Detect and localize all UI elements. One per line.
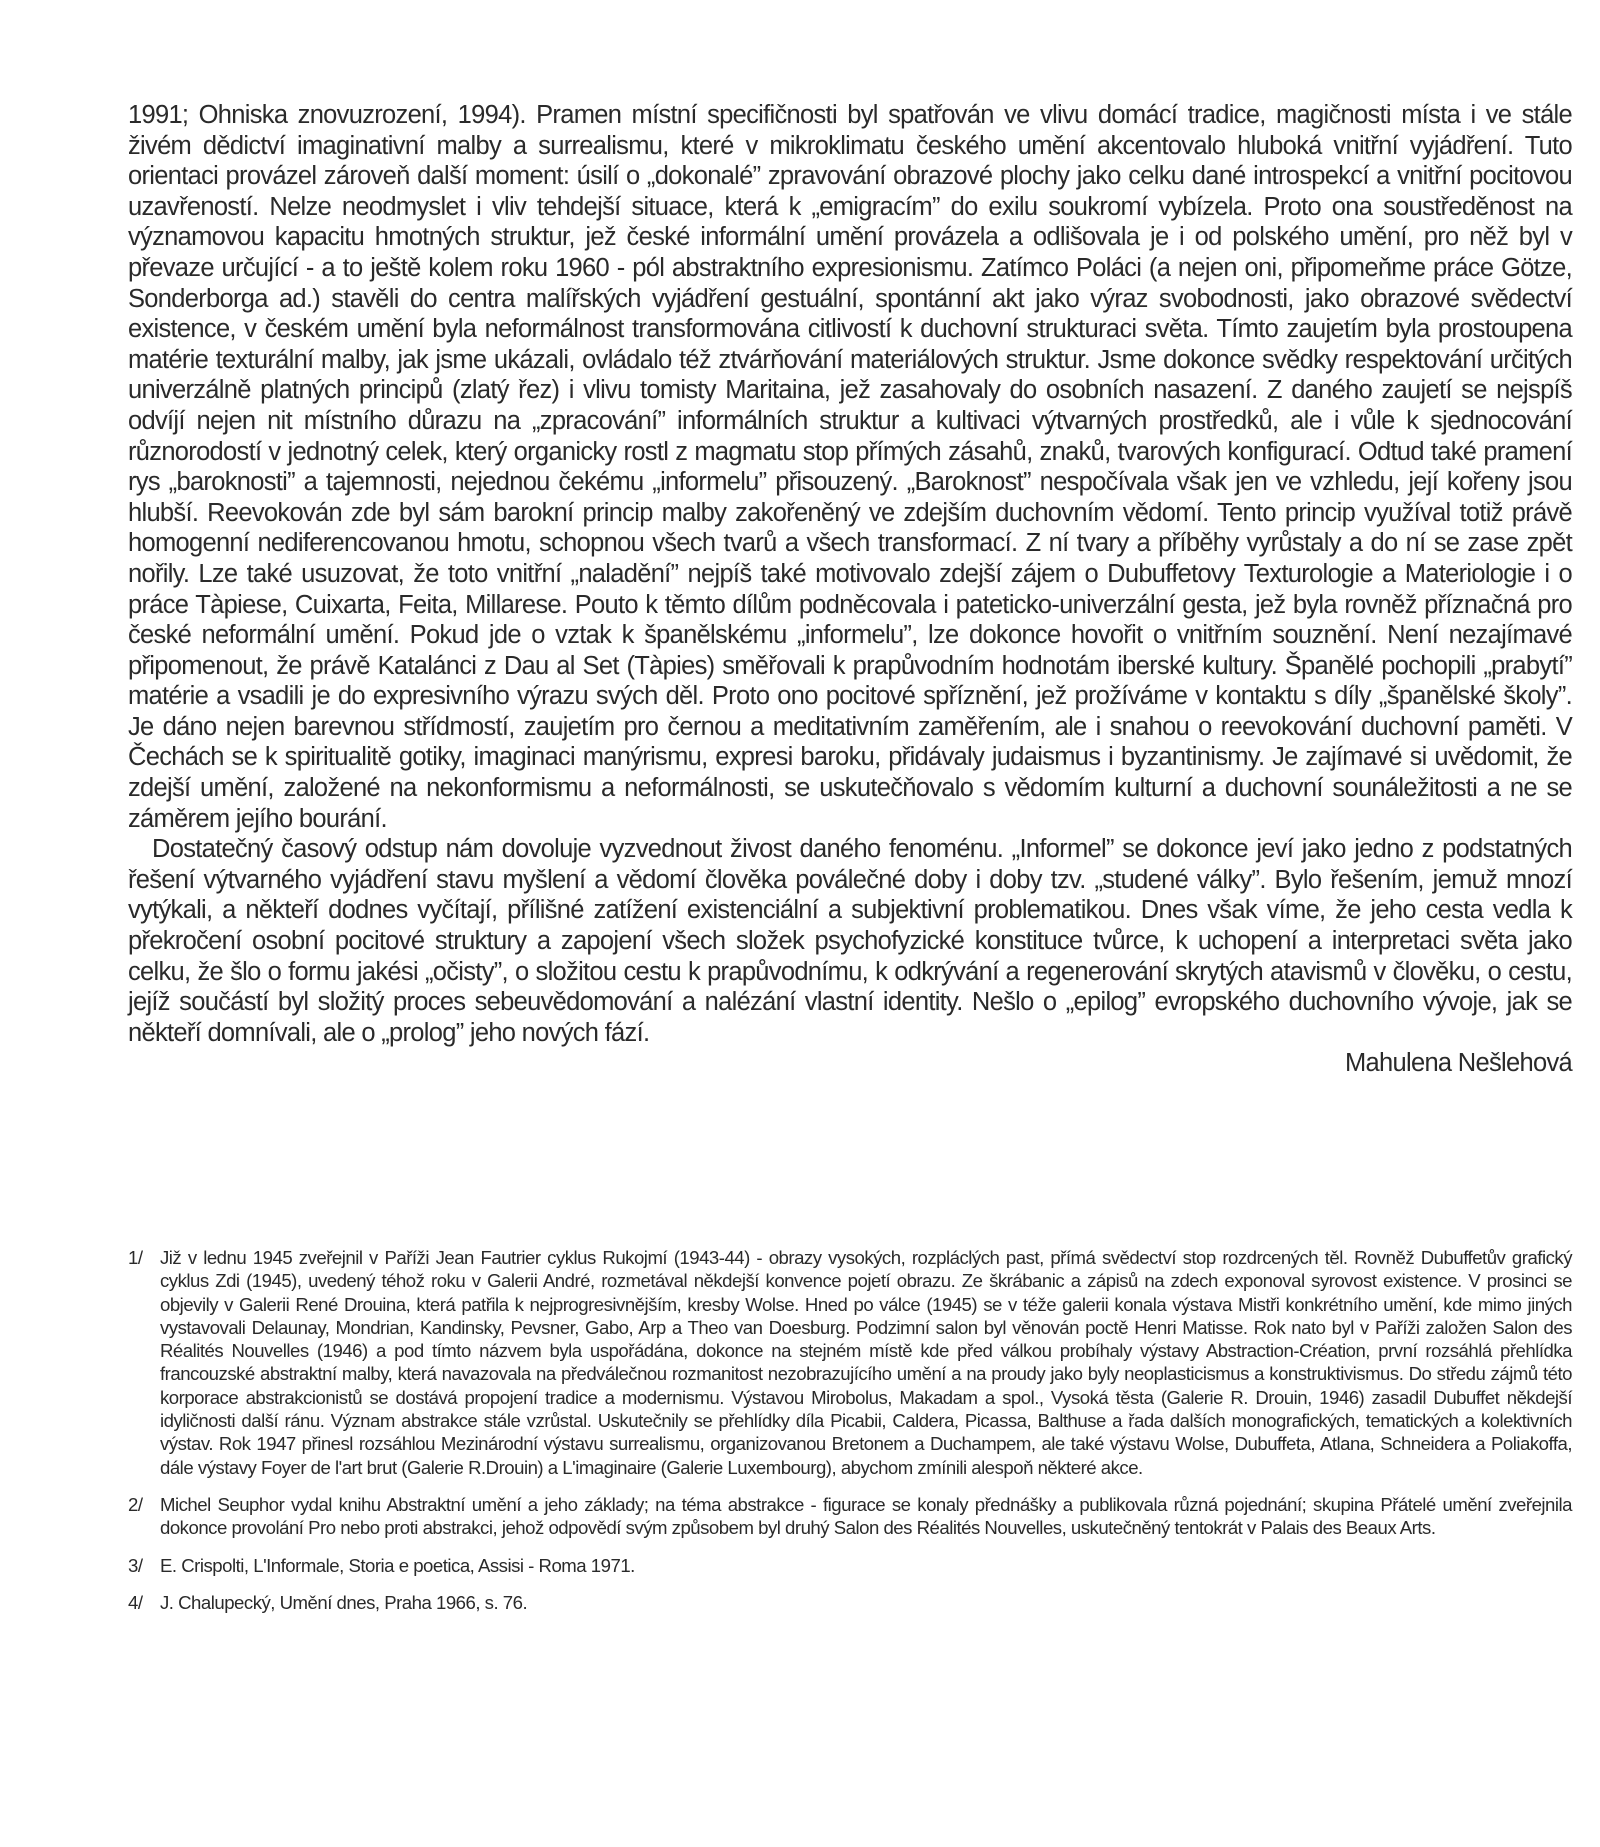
footnote-text: Michel Seuphor vydal knihu Abstraktní umění a jeho základy; na téma abstrakce - figurace se konaly přednášky a publikovala různá pojednání; skupina Přátelé umění zveřejnila dokonce provolání Pro nebo proti abstrakci, jehož odpovědí svým způsobem byl druhý Salon des Réalités Nouvelles, uskutečněný tentokrát v Palais des Beaux Arts. xyxy=(160,1493,1572,1539)
paragraph: 1991; Ohniska znovuzrození, 1994). Pramen místní specifičnosti byl spatřován ve vlivu domácí tradice, magičnosti místa i ve stále živém dědictví imaginativní malby a surrealismu, které v mikroklimatu českého umění akcentovalo hluboká vnitřní vyjádření. Tuto orientaci provázel zároveň další moment: úsilí o „dokonalé” zpravování obrazové plochy jako celku dané introspekcí a vnitřní pocitovou uzavřeností. Nelze neodmyslet i vliv tehdejší situace, která k „emigracím” do exilu soukromí vybízela. Proto ona soustředěnost na významovou kapacitu hmotných struktur, jež české informální umění provázela a odlišovala je i od polského umění, pro něž byl v převaze určující - a to ještě kolem roku 1960 - pól abstraktního expresionismu. Zatímco Poláci (a nejen oni, připomeňme práce Götze, Sonderborga ad.) stavěli do centra malířských vyjádření gestuální, spontánní akt jako výraz svobodnosti, jako obrazové svědectví existence, v českém umění byla neformálnost transformována citlivostí k duchovní strukturaci světa. Tímto zaujetím byla prostoupena matérie texturální malby, jak jsme ukázali, ovládalo též ztvárňování materiálových struktur. Jsme dokonce svědky respektování určitých univerzálně platných principů (zlatý řez) i vlivu tomisty Maritaina, jež zasahovaly do osobních nasazení. Z daného zaujetí se nejspíš odvíjí nejen nit místního důrazu na „zpracování” informálních struktur a kultivaci výtvarných prostředků, ale i vůle k sjednocování různorodostí v jednotný celek, který organicky rostl z magmatu stop přímých zásahů, znaků, tvarových konfigurací. Odtud také pramení rys „baroknosti” a tajemnosti, nejednou čekému „informelu” přisouzený. „Baroknost” nespočívala však jen ve vzhledu, její kořeny jsou hlubší. Reevokován zde byl sám barokní princip malby zakořeněný ve zdejším duchovním vědomí. Tento princip využíval totiž právě homogenní nediferencovanou hmotu, schopnou všech tvarů a všech transformací. Z ní tvary a příběhy vyrůstaly a do ní se zase zpět nořily. Lze také usuzovat, že toto vnitřní „naladění” nejpíš také motivovalo zdejší zájem o Dubuffetovy Texturologie a Materiologie i o práce Tàpiese, Cuixarta, Feita, Millarese. Pouto k těmto dílům podněcovala i patetickо-univerzální gesta, jež byla rovněž příznačná pro české neformální umění. Pokud jde o vztak k španělskému „informelu”, lze dokonce hovořit o vnitřním souznění. Není nezajímavé připomenout, že právě Katalánci z Dau al Set (Tàpies) směřovali k prapůvodním hodnotám iberské kultury. Španělé pochopili „prabytí” matérie a vsadili je do expresivního výrazu svých děl. Proto ono pocitové spříznění, jež prožíváme v kontaktu s díly „španělské školy”. Je dáno nejen barevnou střídmostí, zaujetím pro černou a meditativním zaměřením, ale i snahou o reevokování duchovní paměti. V Čechách se k spiritualitě gotiky, imaginaci manýrismu, expresi baroku, přidávaly judaismus i byzantinismy. Je zajímavé si uvědomit, že zdejší umění, založené na nekonformismu a neformálnosti, se uskutečňovalo s vědomím kulturní a duchovní sounáležitosti a ne se záměrem jejího bourání. xyxy=(128,101,1572,833)
author-signature: Mahulena Nešlehová xyxy=(1345,1049,1572,1078)
footnote-text: J. Chalupecký, Umění dnes, Praha 1966, s. 76. xyxy=(160,1591,528,1613)
footnote-number: 1/ xyxy=(128,1247,143,1268)
footnote xyxy=(128,1554,1572,1577)
footnote-number: 4/ xyxy=(128,1591,143,1613)
footnotes xyxy=(128,1246,1572,1628)
paragraph: Dostatečný časový odstup nám dovoluje vyzvednout živost daného fenoménu. „Informel” se dokonce jeví jako jedno z podstatných řešení výtvarného vyjádření stavu myšlení a vědomí člověka poválečné doby i doby tzv. „studené války”. Bylo řešením, jemuž mnozí vytýkali, a někteří dodnes vyčítají, přílišné zatížení existenciální a subjektivní problematikou. Dnes však víme, že jeho cesta vedla k překročení osobní pocitové struktury a zapojení všech složek psychofyzické konstituce tvůrce, k uchopení a interpretaci světa jako celku, že šlo o formu jakési „očisty”, o složitou cestu k prapůvodnímu, k odkrývání a regenerování skrytých atavismů v člověku, o cestu, jejíž součástí byl složitý proces sebeuvědomování a nalézání vlastní identity. Nešlo o „epilog” evropského duchovního vývoje, jak se někteří domnívali, ale o „prolog” jeho nových fází. xyxy=(128,835,1572,1047)
footnote-text: Již v lednu 1945 zveřejnil v Paříži Jean Fautrier cyklus Rukojmí (1943-44) - obrazy vysokých, rozpláclých past, přímá svědectví stop rozdrcených těl. Rovněž Dubuffetův grafický cyklus Zdi (1945), uvedený téhož roku v Galerii André, rozmetával někdejší konvence pojetí obrazu. Ze škrábanic a zápisů na zdech exponoval syrovost existence. V prosinci se objevily v Galerii René Drouina, která patřila k nejprogresivnějším, kresby Wolse. Hned po válce (1945) se v téže galerii konala výstava Mistři konkrétního umění, kde mimo jiných vystavovali Delaunay, Mondrian, Kandinsky, Pevsner, Gabo, Arp a Theo van Doesburg. Podzimní salon byl věnován poctě Henri Matisse. Rok nato byl v Paříži založen Salon des Réalités Nouvelles (1946) a pod tímto názvem byla uspořádána, dokonce na stejném místě kde před válkou probíhaly výstavy Abstraction-Création, první rozsáhlá přehlídka francouzské abstraktní malby, která navazovala na předválečnou rozmanitost nezobrazujícího umění a na proudy jako byly neoplasticismus a konstruktivismus. Do středu zájmů této korporace abstrakcionistů se dostává propojení tradice a modernismu. Výstavou Mirobolus, Makadam a spol., Vysoká těsta (Galerie R. Drouin, 1946) zasadil Dubuffet někdejší idyličnosti další ránu. Význam abstrakce stále vzrůstal. Uskutečnily se přehlídky díla Picabii, Caldera, Picassa, Balthuse a řada dalších monografických, tematických a kolektivních výstav. Rok 1947 přinesl rozsáhlou Mezinárodní výstavu surrealismu, organizovanou Bretonem a Duchampem, ale také výstavu Wolse, Dubuffeta, Atlana, Schneidera a Poliakoffa, dále výstavy Foyer de l'art brut (Galerie R.Drouin) a L'imaginaire (Galerie Luxembourg), abychom zmínili alespoň některé akce. xyxy=(160,1247,1572,1478)
footnote xyxy=(128,1246,1572,1479)
footnote xyxy=(128,1591,1572,1614)
article-body xyxy=(128,100,1572,1079)
footnote-number: 2/ xyxy=(128,1493,143,1515)
footnote-text: E. Crispolti, L'Informale, Storia e poetica, Assisi - Roma 1971. xyxy=(160,1554,635,1576)
footnote-number: 3/ xyxy=(128,1554,143,1576)
footnote xyxy=(128,1493,1572,1540)
